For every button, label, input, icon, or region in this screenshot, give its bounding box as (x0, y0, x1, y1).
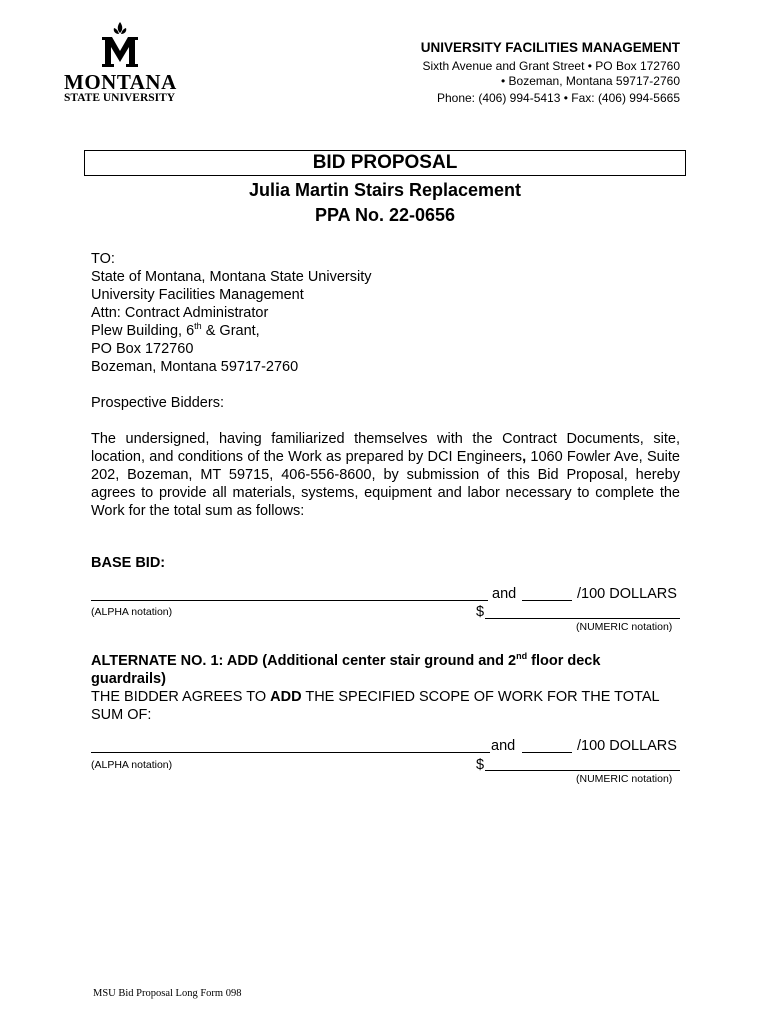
dollar-sign: $ (476, 757, 485, 773)
to-label: TO: (91, 251, 115, 267)
alt1-cents-line[interactable] (522, 752, 572, 753)
numeric-notation-note: (NUMERIC notation) (576, 621, 673, 633)
address-line-1: Sixth Avenue and Grant Street • PO Box 172760 (422, 59, 680, 73)
and-label: and (491, 738, 516, 754)
document-title: BID PROPOSAL (84, 150, 686, 176)
address-line: University Facilities Management (91, 287, 304, 303)
intro-paragraph: The undersigned, having familiarized themselves with the Contract Documents, site, location, and conditions of the Work as prepared by DCI Engineers, 1060 Fowler Ave, Suite 202, Bozeman, MT 59715, 406-556-8600, by submission of this Bid Proposal, hereby agrees to provide all materials, systems, equipment and labor necessary to complete the Work for the total sum as follows: (91, 431, 680, 519)
msu-logo (62, 20, 182, 106)
numeric-notation-note: (NUMERIC notation) (576, 773, 673, 785)
alpha-notation-note: (ALPHA notation) (91, 606, 173, 618)
and-label: and (492, 586, 517, 602)
alt1-numeric-line[interactable] (485, 770, 680, 771)
form-footer: MSU Bid Proposal Long Form 098 (93, 988, 242, 999)
salutation: Prospective Bidders: (91, 395, 224, 411)
address-line: Plew Building, 6th & Grant, (91, 321, 260, 339)
msu-m-mark-icon (98, 20, 142, 68)
address-line: State of Montana, Montana State University (91, 269, 372, 285)
base-bid-numeric-line[interactable] (485, 618, 680, 619)
project-name: Julia Martin Stairs Replacement (248, 180, 522, 200)
alternate-1-agreement: THE BIDDER AGREES TO ADD THE SPECIFIED SCOPE OF WORK FOR THE TOTAL (91, 689, 660, 705)
base-bid-alpha-line[interactable] (91, 600, 488, 601)
address-line-2: • Bozeman, Montana 59717-2760 (501, 74, 680, 88)
dollars-label: /100 DOLLARS (577, 738, 677, 754)
address-line: Bozeman, Montana 59717-2760 (91, 359, 299, 375)
logo-subtitle: STATE UNIVERSITY (64, 92, 176, 104)
ppa-number: PPA No. 22-0656 (314, 205, 456, 225)
alternate-1-heading-line2: guardrails) (91, 671, 166, 687)
base-bid-cents-line[interactable] (522, 600, 572, 601)
dollar-sign: $ (476, 604, 485, 620)
alpha-notation-note: (ALPHA notation) (91, 759, 173, 771)
phone-fax-line: Phone: (406) 994-5413 • Fax: (406) 994-5665 (436, 91, 680, 105)
base-bid-heading: BASE BID: (91, 555, 166, 571)
address-line: Attn: Contract Administrator (91, 305, 269, 321)
org-name: UNIVERSITY FACILITIES MANAGEMENT (420, 40, 680, 55)
alt1-alpha-line[interactable] (91, 752, 490, 753)
logo-name: MONTANA (64, 70, 177, 94)
alternate-1-agreement-line2: SUM OF: (91, 707, 152, 723)
alternate-1-heading: ALTERNATE NO. 1: ADD (Additional center stair ground and 2nd floor deck (91, 651, 601, 669)
dollars-label: /100 DOLLARS (577, 586, 677, 602)
address-line: PO Box 172760 (91, 341, 194, 357)
